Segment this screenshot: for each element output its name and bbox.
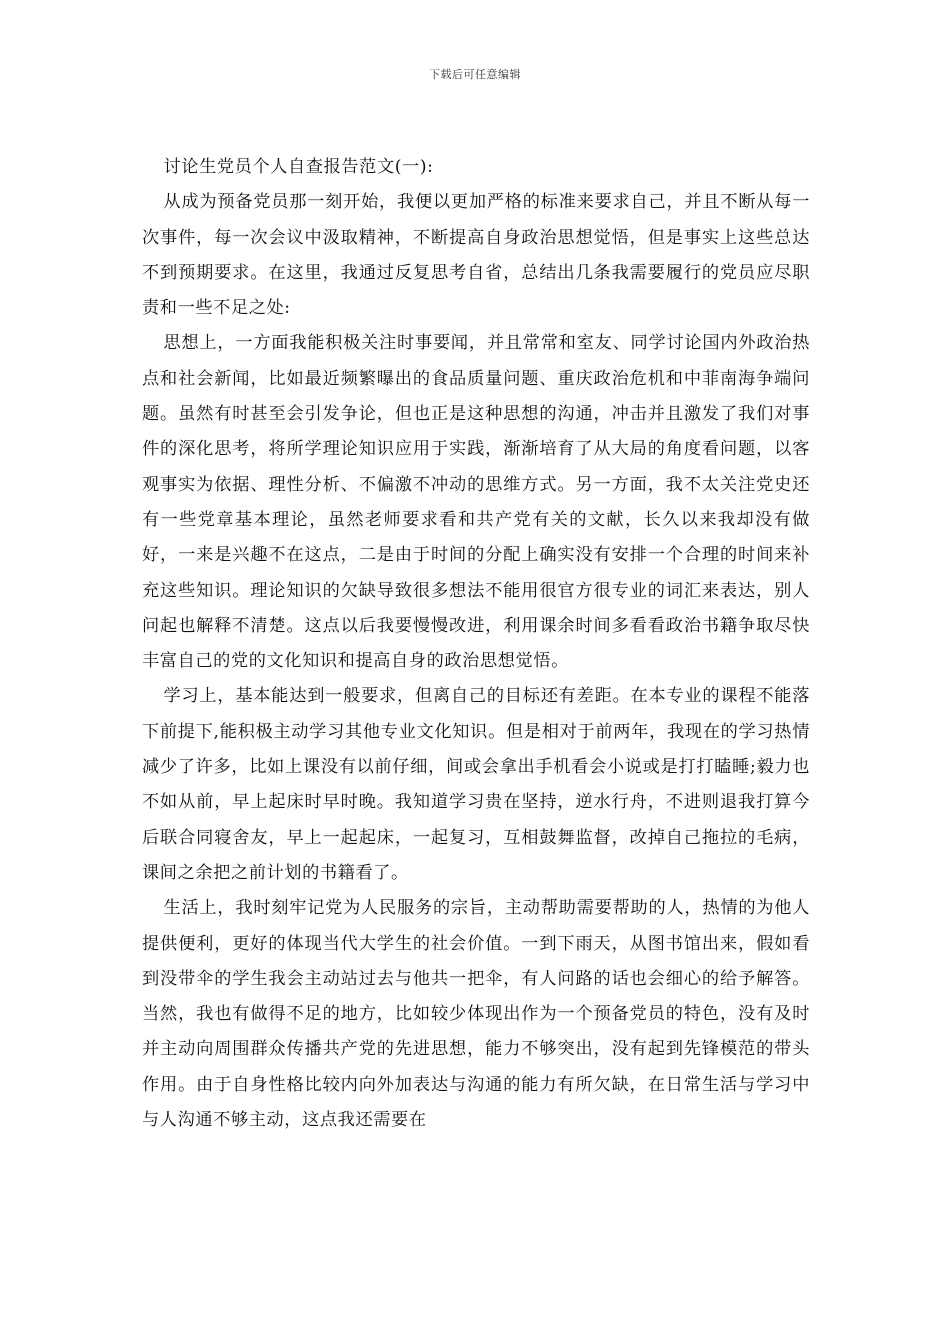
paragraph-intro: 从成为预备党员那一刻开始，我便以更加严格的标准来要求自己，并且不断从每一次事件，每一次会议中汲取精神，不断提高自身政治思想觉悟，但是事实上这些总达不到预期要求。在这里，我通过反复思考自省，总结出几条我需要履行的党员应尽职责和一些不足之处: [142, 192, 810, 319]
document-title: 讨论生党员个人自查报告范文(一): [163, 157, 434, 177]
paragraph-study: 学习上，基本能达到一般要求，但离自己的目标还有差距。在本专业的课程不能落下前提下,能积极主动学习其他专业文化知识。但是相对于前两年，我现在的学习热情减少了许多，比如上课没有以前仔细，间或会拿出手机看会小说或是打打瞌睡;毅力也不如从前，早上起床时早时晚。我知道学习贵在坚持，逆水行舟，不进则退我打算今后联合同寝舍友，早上一起起床，一起复习，互相鼓舞监督，改掉自己拖拉的毛病，课间之余把之前计划的书籍看了。 [142, 686, 810, 883]
paragraph-life: 生活上，我时刻牢记党为人民服务的宗旨，主动帮助需要帮助的人，热情的为他人提供便利，更好的体现当代大学生的社会价值。一到下雨天，从图书馆出来，假如看到没带伞的学生我会主动站过去与他共一把伞，有人问路的话也会细心的给予解答。当然，我也有做得不足的地方，比如较少体现出作为一个预备党员的特色，没有及时并主动向周围群众传播共产党的先进思想，能力不够突出，没有起到先锋模范的带头作用。由于自身性格比较内向外加表达与沟通的能力有所欠缺，在日常生活与学习中与人沟通不够主动，这点我还需要在 [142, 898, 810, 1131]
page-header: 下载后可任意编辑 [429, 68, 521, 81]
document-body [142, 150, 810, 1138]
paragraph-thought: 思想上，一方面我能积极关注时事要闻，并且常常和室友、同学讨论国内外政治热点和社会新闻，比如最近频繁曝出的食品质量问题、重庆政治危机和中菲南海争端问题。虽然有时甚至会引发争论，但也正是这种思想的沟通，冲击并且激发了我们对事件的深化思考，将所学理论知识应用于实践，渐渐培育了从大局的角度看问题，以客观事实为依据、理性分析、不偏激不冲动的思维方式。另一方面，我不太关注党史还有一些党章基本理论，虽然老师要求看和共产党有关的文献，长久以来我却没有做好，一来是兴趣不在这点，二是由于时间的分配上确实没有安排一个合理的时间来补充这些知识。理论知识的欠缺导致很多想法不能用很官方很专业的词汇来表达，别人问起也解释不清楚。这点以后我要慢慢改进，利用课余时间多看看政治书籍争取尽快丰富自己的党的文化知识和提高自身的政治思想觉悟。 [142, 333, 810, 672]
